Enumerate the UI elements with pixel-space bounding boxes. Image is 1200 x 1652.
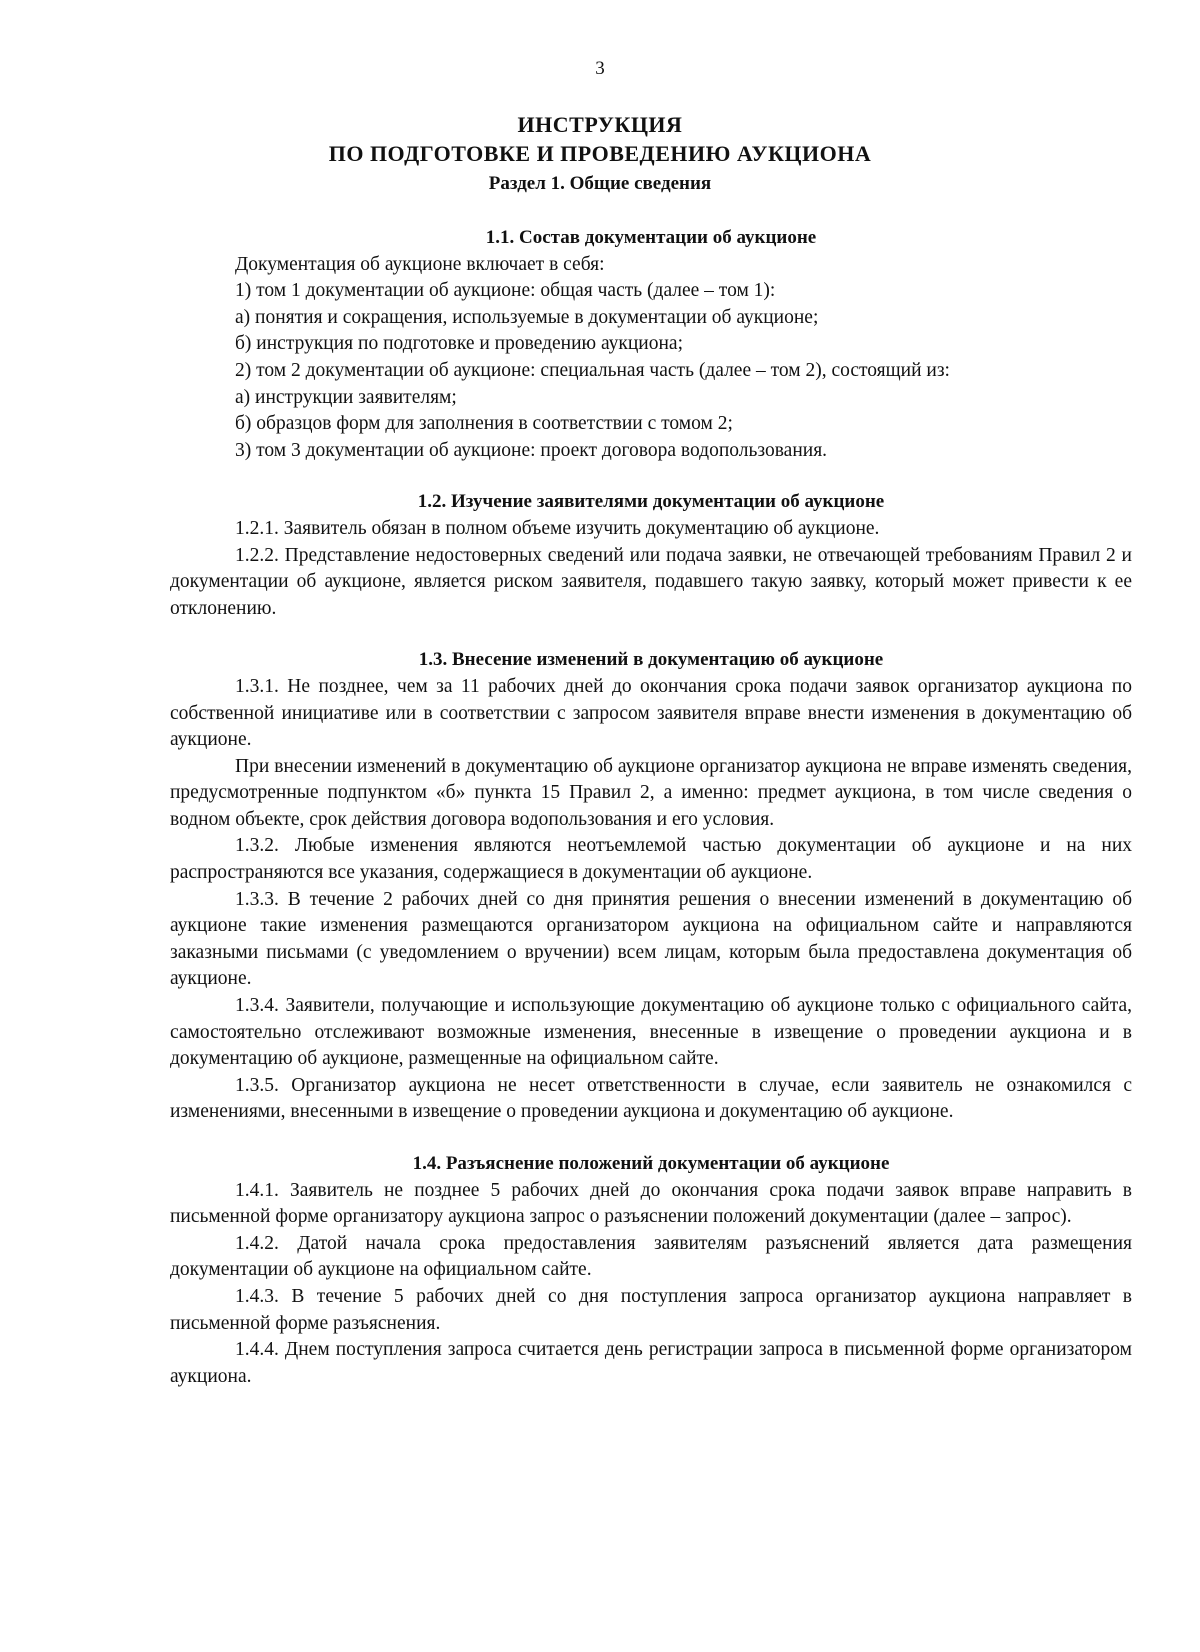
page-number: 3 [595, 58, 605, 79]
list-item: б) образцов форм для заполнения в соответствии с томом 2; [235, 413, 733, 435]
section-1-2-heading: 1.2. Изучение заявителями документации об аукционе [417, 491, 885, 513]
paragraph: 1.4.1. Заявитель не позднее 5 рабочих дней до окончания срока подачи заявок вправе направить в письменной форме организатору аукциона запрос о разъяснении положений документации (далее – запрос). [170, 1179, 1132, 1228]
list-item: а) понятия и сокращения, используемые в документации об аукционе; [235, 306, 819, 328]
paragraph: 1.4.3. В течение 5 рабочих дней со дня поступления запроса организатор аукциона направляет в письменной форме разъяснения. [170, 1285, 1132, 1334]
list-item: Документация об аукционе включает в себя: [235, 253, 605, 275]
paragraph: 1.2.2. Представление недостоверных сведений или подача заявки, не отвечающей требованиям Правил 2 и документации об аукционе, является риском заявителя, подавшего такую заявку, который может привести к ее отклонению. [170, 544, 1132, 619]
section-1-1-heading: 1.1. Состав документации об аукционе [485, 227, 817, 248]
title-line-2: ПО ПОДГОТОВКЕ И ПРОВЕДЕНИЮ АУКЦИОНА [328, 141, 872, 166]
paragraph: 1.3.5. Организатор аукциона не несет ответственности в случае, если заявитель не ознакомился с изменениями, внесенными в извещение о проведении аукциона и документацию об аукционе. [170, 1074, 1132, 1123]
list-item: б) инструкция по подготовке и проведению аукциона; [235, 333, 684, 355]
section-1-3-heading: 1.3. Внесение изменений в документацию об аукционе [418, 649, 884, 671]
list-item: 3) том 3 документации об аукционе: проект договора водопользования. [235, 439, 828, 461]
paragraph: 1.4.4. Днем поступления запроса считается день регистрации запроса в письменной форме организатором аукциона. [170, 1339, 1132, 1387]
paragraph: 1.3.4. Заявители, получающие и использующие документацию об аукционе только с официального сайта, самостоятельно отслеживают возможные изменения, внесенные в извещение о проведении аукциона и в документацию об аукционе, размещенные на официальном сайте. [170, 995, 1132, 1070]
section-1-4-heading: 1.4. Разъяснение положений документации об аукционе [412, 1153, 890, 1174]
paragraph: 1.2.1. Заявитель обязан в полном объеме изучить документацию об аукционе. [235, 517, 880, 539]
paragraph: 1.3.1. Не позднее, чем за 11 рабочих дней до окончания срока подачи заявок организатор аукциона по собственной инициативе или в соответствии с запросом заявителя вправе внести изменения в документацию об аукционе. [170, 675, 1132, 751]
document-title [0, 110, 1200, 197]
paragraph: При внесении изменений в документацию об аукционе организатор аукциона не вправе изменять сведения, предусмотренные подпунктом «б» пункта 15 Правил 2, а именно: предмет аукциона, в том числе сведения о водном объекте, срок действия договора водопользования и его условия. [170, 755, 1132, 830]
paragraph: 1.3.3. В течение 2 рабочих дней со дня принятия решения о внесении изменений в документацию об аукционе такие изменения размещаются организатором аукциона на официальном сайте и направляются заказными письмами (с уведомлением о вручении) всем лицам, которым была предоставлена документация об аукционе. [170, 888, 1132, 990]
list-item: а) инструкции заявителям; [235, 386, 457, 408]
list-item: 2) том 2 документации об аукционе: специальная часть (далее – том 2), состоящий из: [235, 359, 950, 381]
section-subtitle: Раздел 1. Общие сведения [488, 173, 712, 194]
list-item: 1) том 1 документации об аукционе: общая часть (далее – том 1): [235, 280, 776, 302]
document-body [170, 225, 1132, 1390]
paragraph: 1.3.2. Любые изменения являются неотъемлемой частью документации об аукционе и на них распространяются все указания, содержащиеся в документации об аукционе. [170, 835, 1132, 884]
paragraph: 1.4.2. Датой начала срока предоставления заявителям разъяснений является дата размещения документации об аукционе на официальном сайте. [170, 1232, 1132, 1281]
title-line-1: ИНСТРУКЦИЯ [517, 112, 683, 137]
